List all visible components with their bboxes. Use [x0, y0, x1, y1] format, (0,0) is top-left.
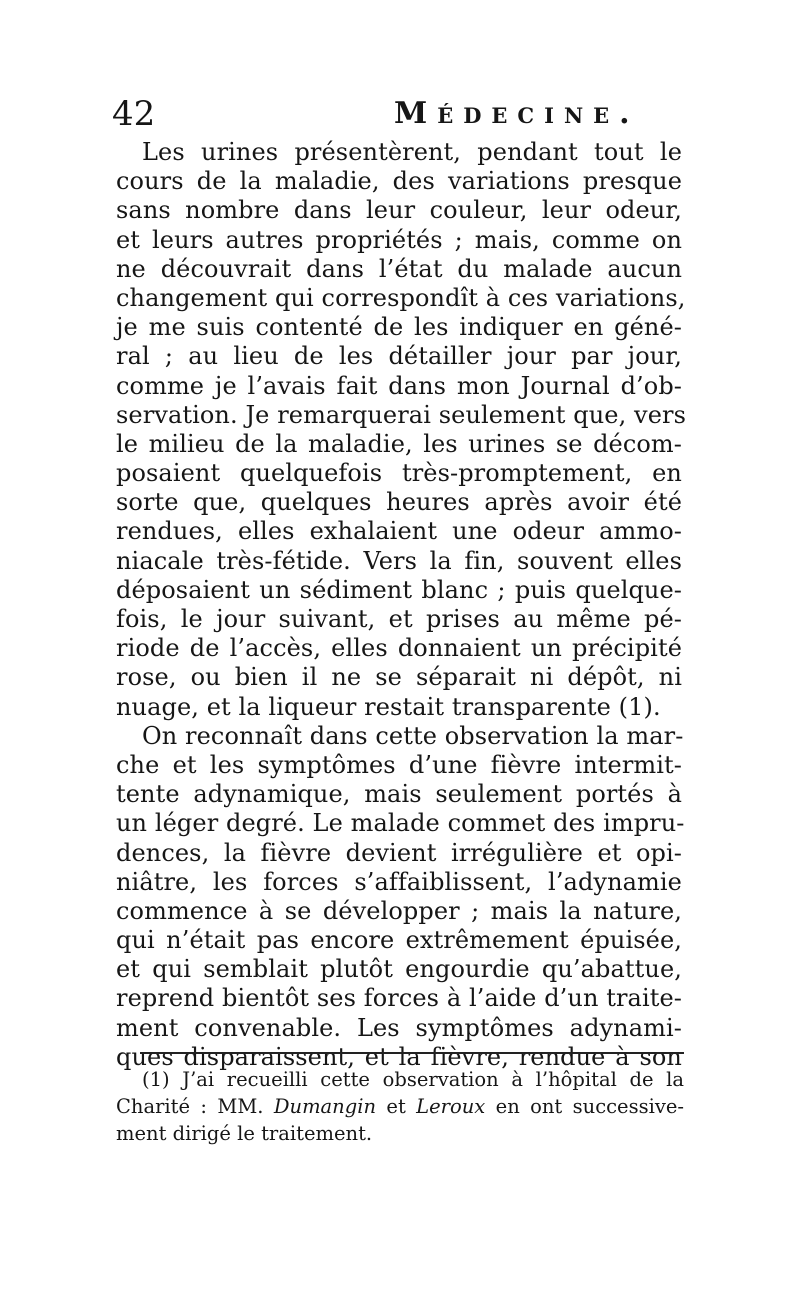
text-line: reprend bientôt ses forces à l’aide d’un traite-: [116, 984, 682, 1013]
text-line: riode de l’accès, elles donnaient un précipité: [116, 634, 682, 663]
running-head: Médecine.: [394, 96, 640, 131]
text-line: rendues, elles exhalaient une odeur ammo-: [116, 517, 682, 546]
text-line: et qui semblait plutôt engourdie qu’abattue,: [116, 955, 682, 984]
text-line: che et les symptômes d’une fièvre intermit-: [116, 750, 682, 779]
text-line: ques disparaissent, et la fièvre, rendue à son: [116, 1042, 682, 1071]
text-line: nuage, et la liqueur restait transparente (1).: [116, 692, 661, 721]
text-line: sans nombre dans leur couleur, leur odeur,: [116, 196, 682, 225]
footnote-text: en ont successive-: [485, 1095, 684, 1118]
text-line: le milieu de la maladie, les urines se décom-: [116, 429, 682, 458]
text-line: qui n’était pas encore extrêmement épuisée,: [116, 926, 682, 955]
text-line: niâtre, les forces s’affaiblissent, l’adynamie: [116, 867, 682, 896]
footnote-name: Leroux: [416, 1095, 486, 1118]
footnote-line: ment dirigé le traitement.: [116, 1122, 373, 1145]
footnote-text: et: [376, 1095, 417, 1118]
text-line: tente adynamique, mais seulement portés à: [116, 780, 682, 809]
text-line: dences, la fièvre devient irrégulière et opi-: [116, 838, 682, 867]
footnote-name: Dumangin: [273, 1095, 377, 1118]
text-line: posaient quelquefois très-promptement, en: [116, 459, 682, 488]
footnote-text: Charité : MM.: [116, 1095, 274, 1118]
text-line: ral ; au lieu de les détailler jour par jour,: [116, 342, 682, 371]
text-line: Les urines présentèrent, pendant tout le: [142, 138, 682, 166]
text-line: niacale très-fétide. Vers la fin, souvent elles: [116, 546, 682, 575]
footnote-divider: [140, 1052, 684, 1054]
text-line: On reconnaît dans cette observation la mar-: [142, 721, 684, 750]
text-line: déposaient un sédiment blanc ; puis quelque-: [116, 575, 682, 604]
footnote-line: (1) J’ai recueilli cette observation à l’hôpital de la: [142, 1068, 684, 1091]
footnote: [116, 1066, 684, 1147]
text-line: fois, le jour suivant, et prises au même pé-: [116, 605, 682, 633]
text-line: commence à se développer ; mais la nature,: [116, 896, 682, 925]
text-line: un léger degré. Le malade commet des impru-: [116, 809, 685, 838]
text-line: rose, ou bien il ne se séparait ni dépôt, ni: [116, 663, 682, 692]
page-header: [112, 92, 692, 136]
footnote-line: [116, 1093, 684, 1120]
text-line: cours de la maladie, des variations presque: [116, 167, 682, 196]
text-line: servation. Je remarquerai seulement que, vers: [116, 400, 686, 429]
text-line: changement qui correspondît à ces variations,: [116, 283, 686, 312]
body-text: [116, 138, 686, 1072]
text-line: ne découvrait dans l’état du malade aucun: [116, 254, 682, 283]
text-line: comme je l’avais fait dans mon Journal d’ob-: [116, 371, 682, 400]
text-line: sorte que, quelques heures après avoir été: [116, 488, 682, 517]
page-number: 42: [112, 94, 156, 134]
text-line: et leurs autres propriétés ; mais, comme on: [116, 225, 682, 254]
text-line: je me suis contenté de les indiquer en géné-: [116, 313, 682, 342]
text-line: ment convenable. Les symptômes adynami-: [116, 1013, 682, 1042]
